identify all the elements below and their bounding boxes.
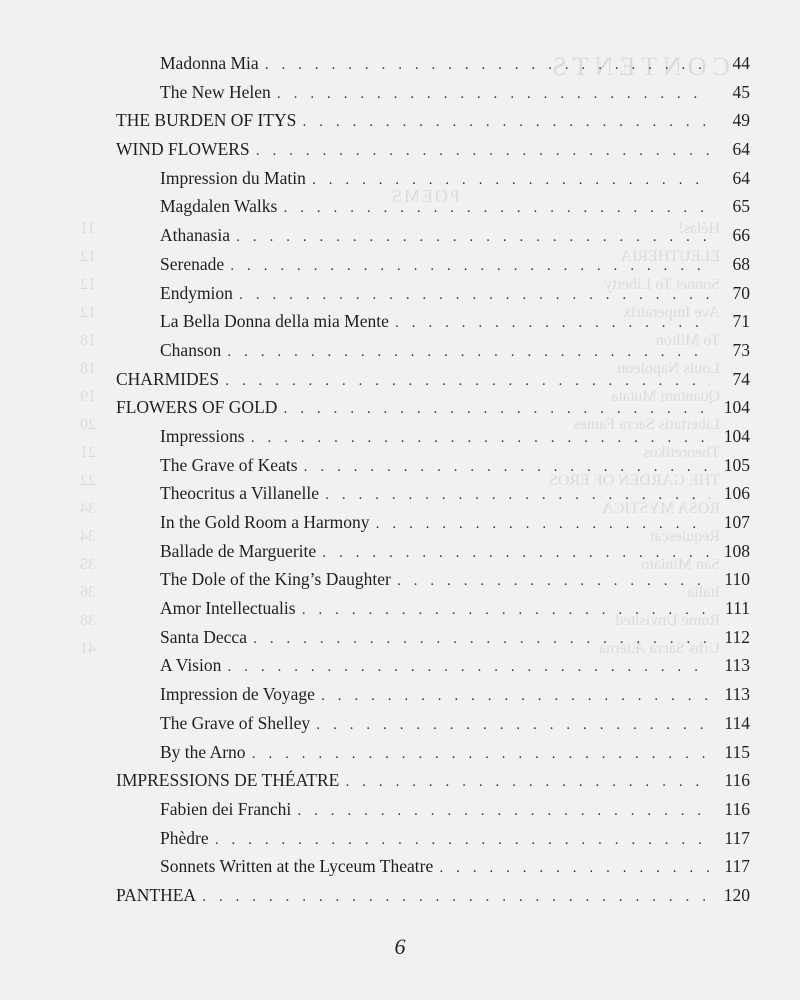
page-number: 6 — [394, 934, 406, 959]
toc-entry-title: THE BURDEN OF ITYS — [116, 110, 297, 131]
toc-entry-page: 107 — [723, 512, 750, 532]
toc-entry-page: 44 — [732, 53, 750, 73]
toc-entry-title: WIND FLOWERS — [116, 139, 250, 160]
dot-leader — [252, 747, 710, 762]
toc-subentry — [116, 254, 750, 283]
dot-leader — [239, 288, 710, 303]
toc-subentry — [116, 541, 750, 570]
toc-subentry — [116, 742, 750, 771]
toc-entry-page: 113 — [724, 655, 750, 676]
toc-entry-page: 112 — [724, 626, 750, 647]
toc-entry-title: The Grave of Keats — [160, 454, 298, 475]
toc-entry-title: Serenade — [160, 253, 225, 274]
toc-entry-title: Impressions — [160, 425, 245, 446]
toc-entry-title: PANTHEA — [116, 884, 197, 905]
toc-entry-page: 49 — [732, 110, 750, 131]
toc-subentry — [116, 53, 750, 82]
dot-leader — [345, 775, 710, 790]
toc-entry-title: Endymion — [160, 282, 233, 303]
dot-leader — [283, 201, 710, 216]
toc-entry-page: 108 — [723, 540, 750, 561]
toc-entry-title: Phèdre — [160, 827, 209, 848]
toc-entry-page: 70 — [732, 282, 750, 303]
dot-leader — [395, 316, 710, 331]
toc-subentry — [116, 455, 750, 484]
toc-subentry — [116, 684, 750, 713]
toc-entry-page: 71 — [732, 311, 750, 332]
toc-subentry — [116, 168, 750, 197]
toc-entry-page: 116 — [724, 798, 750, 819]
toc-subentry — [116, 713, 750, 742]
toc-entry-page: 74 — [732, 368, 750, 389]
toc-entry-title: Chanson — [160, 339, 222, 360]
toc-subentry — [116, 196, 750, 225]
dot-leader — [304, 460, 710, 475]
toc-entry-page: 64 — [732, 139, 750, 160]
dot-leader — [253, 632, 710, 647]
toc-subentry — [116, 426, 750, 455]
dot-leader — [397, 574, 710, 589]
toc-entry-title: In the Gold Room a Harmony — [160, 512, 370, 532]
toc-section-entry — [116, 110, 750, 139]
toc-entry-page: 120 — [723, 884, 750, 905]
toc-entry-page: 111 — [725, 598, 750, 619]
toc-entry-page: 117 — [724, 856, 750, 877]
toc-entry-title: The New Helen — [160, 81, 271, 102]
toc-entry-page: 113 — [724, 684, 750, 705]
toc-subentry — [116, 655, 750, 684]
table-of-contents — [116, 53, 750, 914]
toc-entry-title: The Dole of the King’s Daughter — [160, 569, 391, 590]
toc-subentry — [116, 799, 750, 828]
toc-section-entry — [116, 770, 750, 799]
toc-entry-title: IMPRESSIONS DE THÉATRE — [116, 770, 340, 791]
toc-entry-title: Theocritus a Villanelle — [160, 483, 319, 504]
dot-leader — [251, 431, 710, 446]
toc-entry-title: Athanasia — [160, 225, 230, 246]
toc-entry-page: 116 — [724, 770, 750, 791]
toc-entry-title: La Bella Donna della mia Mente — [160, 311, 389, 332]
dot-leader — [230, 259, 710, 274]
toc-entry-page: 66 — [732, 225, 750, 246]
toc-entry-title: Madonna Mia — [160, 53, 259, 73]
dot-leader — [322, 546, 710, 561]
toc-subentry — [116, 82, 750, 111]
toc-entry-title: Impression de Voyage — [160, 684, 315, 705]
dot-leader — [321, 689, 710, 704]
toc-subentry — [116, 225, 750, 254]
toc-section-entry — [116, 139, 750, 168]
toc-entry-page: 114 — [724, 712, 750, 733]
dot-leader — [316, 718, 710, 733]
dot-leader — [265, 58, 710, 73]
toc-entry-page: 117 — [724, 827, 750, 848]
toc-subentry — [116, 598, 750, 627]
toc-subentry — [116, 828, 750, 857]
toc-entry-title: CHARMIDES — [116, 368, 220, 389]
toc-entry-page: 104 — [723, 397, 750, 418]
toc-entry-title: Amor Intellectualis — [160, 598, 296, 619]
toc-entry-title: By the Arno — [160, 741, 246, 762]
toc-entry-title: The Grave of Shelley — [160, 712, 311, 733]
toc-subentry — [116, 856, 750, 885]
toc-entry-page: 68 — [732, 253, 750, 274]
toc-subentry — [116, 569, 750, 598]
toc-subentry — [116, 627, 750, 656]
toc-entry-page: 104 — [723, 425, 750, 446]
toc-entry-page: 65 — [732, 196, 750, 217]
toc-entry-title: Magdalen Walks — [160, 196, 278, 217]
toc-entry-title: Ballade de Marguerite — [160, 540, 317, 561]
toc-entry-title: Fabien dei Franchi — [160, 798, 292, 819]
toc-entry-title: Santa Decca — [160, 626, 247, 647]
dot-leader — [256, 144, 710, 159]
toc-entry-page: 115 — [724, 741, 750, 762]
toc-entry-title: Impression du Matin — [160, 167, 306, 188]
dot-leader — [325, 488, 710, 503]
dot-leader — [277, 87, 710, 102]
dot-leader — [236, 230, 710, 245]
toc-subentry — [116, 483, 750, 512]
toc-entry-page: 73 — [732, 339, 750, 360]
toc-section-entry — [116, 369, 750, 398]
toc-entry-page: 105 — [723, 454, 750, 475]
dot-leader — [227, 345, 710, 360]
dot-leader — [227, 660, 710, 675]
toc-entry-title: A Vision — [160, 655, 222, 676]
toc-subentry — [116, 283, 750, 312]
toc-entry-title: FLOWERS OF GOLD — [116, 397, 278, 418]
dot-leader — [375, 517, 710, 532]
toc-section-entry — [116, 885, 750, 914]
toc-subentry — [116, 340, 750, 369]
toc-entry-page: 45 — [732, 81, 750, 102]
toc-entry-page: 110 — [724, 569, 750, 590]
toc-entry-title: Sonnets Written at the Lyceum Theatre — [160, 856, 434, 877]
dot-leader — [202, 890, 710, 905]
dot-leader — [297, 804, 710, 819]
toc-entry-page: 64 — [732, 167, 750, 188]
dot-leader — [215, 833, 710, 848]
toc-subentry — [116, 311, 750, 340]
dot-leader — [439, 861, 710, 876]
dot-leader — [283, 402, 710, 417]
toc-entry-page: 106 — [723, 483, 750, 504]
dot-leader — [225, 374, 710, 389]
toc-subentry — [116, 512, 750, 541]
dot-leader — [312, 173, 710, 188]
bleed-through-background: CONTENTS POEMS Hélas! 11 ELEUTHERIA 12 Sonnet To Liberty 12 Ave Imperatrix 12 To Milton 18 Louis Napoleon 18 Quantum Mutata 19 Libertatis Sacra Fames 20 Theoretikos 21 THE GARDEN OF EROS 22 ROSA MYSTICA 34 Requiescat 34 San Miniato 35 Italia 36 Rome Unvisited 38 Urbs Sacra Æterna 41 — [80, 52, 730, 657]
dot-leader — [302, 603, 710, 618]
toc-section-entry — [116, 397, 750, 426]
dot-leader — [302, 115, 710, 130]
